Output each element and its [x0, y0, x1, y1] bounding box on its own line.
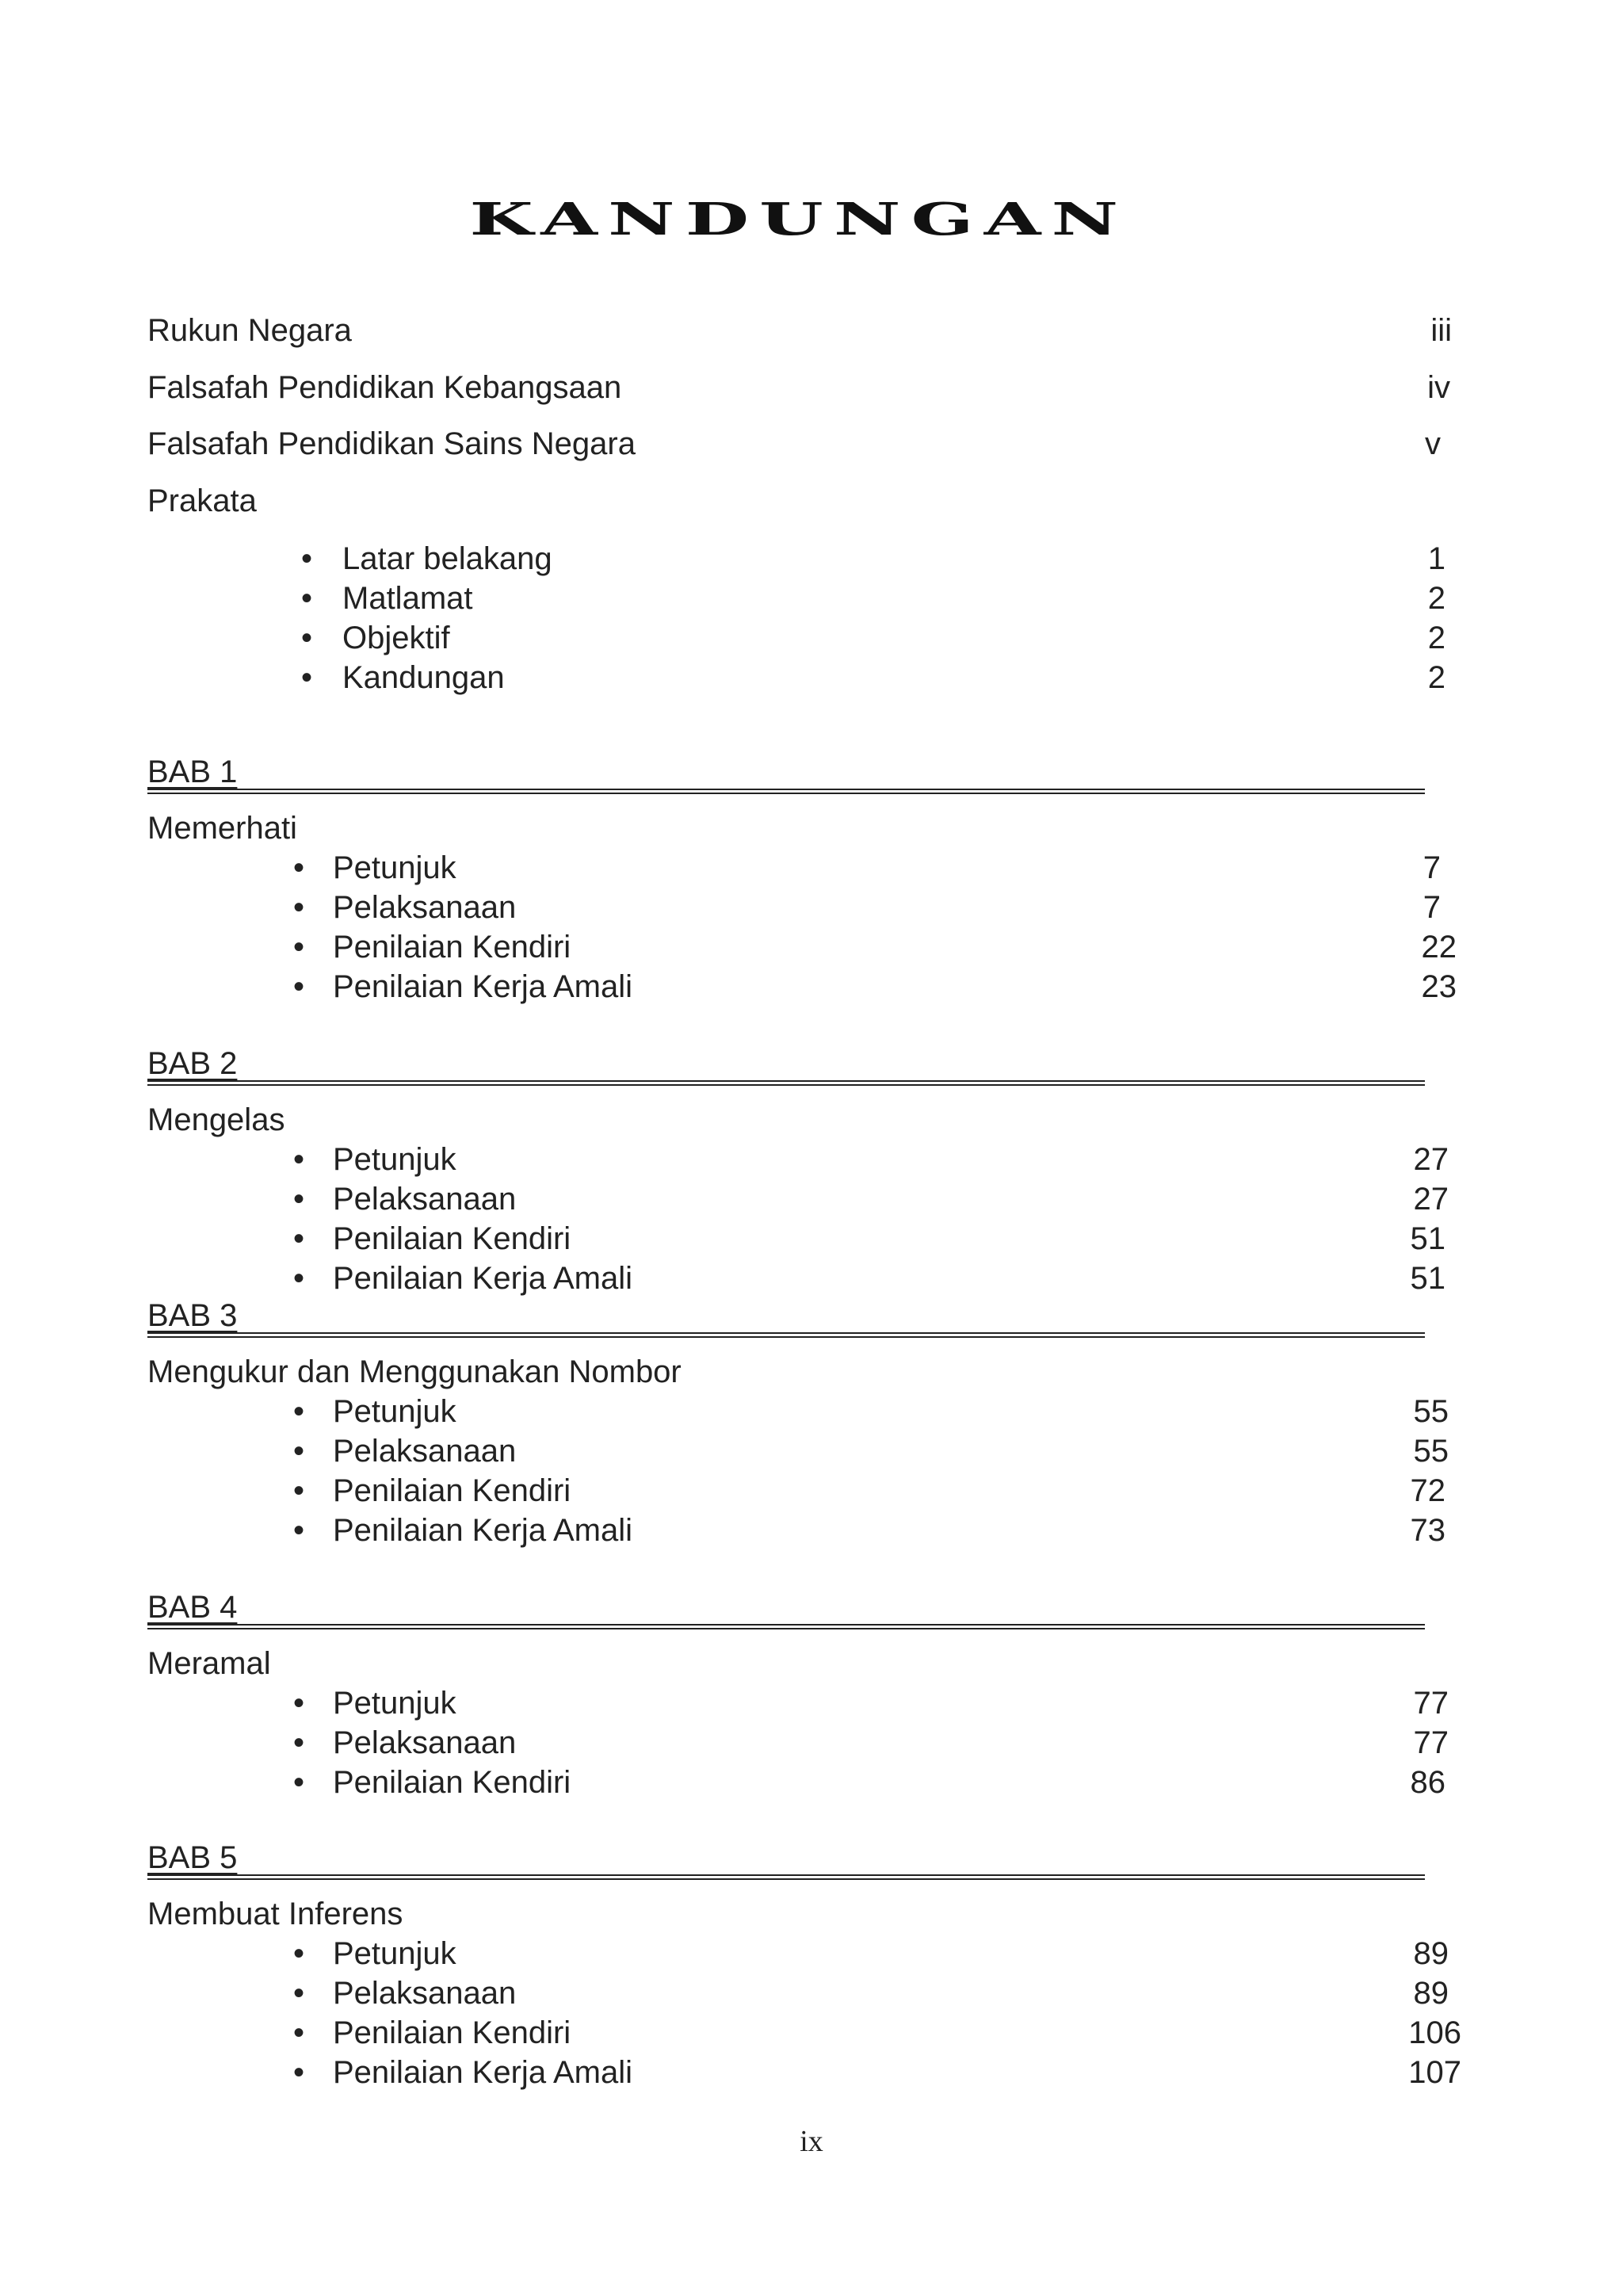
entry-label: Mengukur dan Menggunakan Nombor — [147, 1354, 682, 1389]
chapter-header — [147, 1045, 1425, 1083]
bullet-icon: • — [301, 541, 313, 576]
entry-page: 1 — [1427, 541, 1445, 576]
entry-label: Petunjuk — [333, 1394, 456, 1429]
entry-label: Pelaksanaan — [333, 890, 517, 925]
entry-page: iii — [1430, 313, 1452, 348]
bullet-icon: • — [293, 890, 305, 925]
entry-page: 77 — [1413, 1725, 1449, 1760]
entry-label: Penilaian Kerja Amali — [333, 1261, 632, 1296]
entry-label: Petunjuk — [333, 1686, 456, 1721]
entry-label: Matlamat — [342, 581, 473, 616]
chapter-title[interactable] — [147, 1100, 1465, 1140]
chapter-header — [147, 1839, 1425, 1877]
entry-label: Pelaksanaan — [333, 1725, 517, 1760]
double-rule — [147, 1080, 1425, 1086]
double-rule — [147, 1332, 1425, 1338]
entry-label: Membuat Inferens — [147, 1897, 403, 1931]
bullet-icon: • — [293, 1473, 305, 1508]
toc-subentry[interactable] — [147, 2053, 1465, 2092]
entry-label: Memerhati — [147, 811, 297, 846]
chapter-header — [147, 753, 1425, 791]
chapter-number: BAB 2 — [147, 1046, 238, 1081]
toc-subentry[interactable] — [147, 1259, 1465, 1298]
entry-label: Falsafah Pendidikan Kebangsaan — [147, 370, 622, 405]
toc-subentry[interactable] — [147, 1683, 1465, 1723]
chapter-title[interactable] — [147, 1894, 1465, 1934]
bullet-icon: • — [293, 1434, 305, 1469]
chapter-number: BAB 3 — [147, 1298, 238, 1333]
bullet-icon: • — [301, 581, 313, 616]
bullet-icon: • — [293, 2015, 305, 2050]
entry-page: 7 — [1423, 890, 1441, 925]
toc-subentry[interactable] — [147, 658, 1465, 697]
toc-entry[interactable] — [147, 368, 1465, 407]
page-title: KANDUNGAN — [469, 193, 1129, 246]
toc-entry[interactable] — [147, 424, 1465, 464]
toc-subentry[interactable] — [147, 1431, 1465, 1471]
toc-subentry[interactable] — [147, 579, 1465, 618]
entry-label: Penilaian Kendiri — [333, 1221, 571, 1256]
toc-subentry[interactable] — [147, 1934, 1465, 1973]
entry-label: Falsafah Pendidikan Sains Negara — [147, 426, 636, 461]
bullet-icon: • — [293, 1221, 305, 1256]
entry-page: 51 — [1410, 1221, 1445, 1256]
entry-page: 86 — [1410, 1765, 1445, 1800]
chapter-title[interactable] — [147, 808, 1465, 848]
toc-subentry[interactable] — [147, 967, 1465, 1007]
entry-label: Kandungan — [342, 660, 505, 695]
bullet-icon: • — [293, 969, 305, 1004]
toc-subentry[interactable] — [147, 1140, 1465, 1179]
bullet-icon: • — [293, 2055, 305, 2090]
entry-label: Penilaian Kerja Amali — [333, 969, 632, 1004]
toc-subentry[interactable] — [147, 1723, 1465, 1763]
bullet-icon: • — [293, 1261, 305, 1296]
entry-label: Meramal — [147, 1646, 271, 1681]
bullet-icon: • — [293, 1936, 305, 1971]
entry-label: Pelaksanaan — [333, 1976, 517, 2011]
toc-subentry[interactable] — [147, 2013, 1465, 2053]
entry-page: 73 — [1410, 1513, 1445, 1548]
bullet-icon: • — [293, 1765, 305, 1800]
chapter-number: BAB 5 — [147, 1840, 238, 1875]
entry-label: Rukun Negara — [147, 313, 352, 348]
bullet-icon: • — [293, 1394, 305, 1429]
bullet-icon: • — [293, 1182, 305, 1217]
toc-subentry[interactable] — [147, 1511, 1465, 1550]
double-rule — [147, 1624, 1425, 1629]
toc-entry[interactable] — [147, 481, 1465, 521]
page-number: ix — [800, 2125, 823, 2158]
entry-label: Petunjuk — [333, 1936, 456, 1971]
toc-subentry[interactable] — [147, 927, 1465, 967]
chapter-title[interactable] — [147, 1644, 1465, 1683]
entry-page: iv — [1427, 370, 1450, 405]
toc-subentry[interactable] — [147, 1219, 1465, 1259]
entry-label: Penilaian Kendiri — [333, 930, 571, 965]
entry-page: 72 — [1410, 1473, 1445, 1508]
entry-label: Petunjuk — [333, 850, 456, 885]
entry-page: 51 — [1410, 1261, 1445, 1296]
toc-subentry[interactable] — [147, 1179, 1465, 1219]
toc-subentry[interactable] — [147, 539, 1465, 579]
entry-page: 2 — [1427, 581, 1445, 616]
entry-page: 89 — [1413, 1936, 1449, 1971]
entry-page: 107 — [1408, 2055, 1461, 2090]
toc-subentry[interactable] — [147, 1973, 1465, 2013]
entry-page: 2 — [1427, 621, 1445, 655]
entry-page: 7 — [1423, 850, 1441, 885]
entry-page: 77 — [1413, 1686, 1449, 1721]
entry-label: Prakata — [147, 483, 257, 518]
bullet-icon: • — [293, 1725, 305, 1760]
entry-label: Penilaian Kerja Amali — [333, 2055, 632, 2090]
entry-label: Penilaian Kendiri — [333, 2015, 571, 2050]
bullet-icon: • — [301, 621, 313, 655]
bullet-icon: • — [293, 930, 305, 965]
double-rule — [147, 1874, 1425, 1880]
entry-page: 22 — [1421, 930, 1457, 965]
entry-label: Penilaian Kendiri — [333, 1765, 571, 1800]
toc-subentry[interactable] — [147, 618, 1465, 658]
bullet-icon: • — [301, 660, 313, 695]
chapter-number: BAB 4 — [147, 1590, 238, 1625]
entry-label: Mengelas — [147, 1102, 285, 1137]
entry-label: Pelaksanaan — [333, 1182, 517, 1217]
entry-page: 89 — [1413, 1976, 1449, 2011]
toc-subentry[interactable] — [147, 1763, 1465, 1802]
entry-label: Pelaksanaan — [333, 1434, 517, 1469]
bullet-icon: • — [293, 850, 305, 885]
toc-entry[interactable] — [147, 311, 1465, 350]
entry-page: 55 — [1413, 1394, 1449, 1429]
entry-page: 23 — [1421, 969, 1457, 1004]
chapter-number: BAB 1 — [147, 755, 238, 789]
entry-label: Penilaian Kendiri — [333, 1473, 571, 1508]
toc-subentry[interactable] — [147, 848, 1465, 888]
chapter-header — [147, 1297, 1425, 1335]
entry-label: Petunjuk — [333, 1142, 456, 1177]
entry-label: Latar belakang — [342, 541, 552, 576]
toc-subentry[interactable] — [147, 888, 1465, 927]
entry-label: Penilaian Kerja Amali — [333, 1513, 632, 1548]
bullet-icon: • — [293, 1513, 305, 1548]
entry-page: 55 — [1413, 1434, 1449, 1469]
entry-page: v — [1425, 426, 1441, 461]
entry-label: Objektif — [342, 621, 450, 655]
entry-page: 27 — [1413, 1182, 1449, 1217]
toc-subentry[interactable] — [147, 1392, 1465, 1431]
entry-page: 27 — [1413, 1142, 1449, 1177]
toc-subentry[interactable] — [147, 1471, 1465, 1511]
entry-page: 2 — [1427, 660, 1445, 695]
bullet-icon: • — [293, 1142, 305, 1177]
bullet-icon: • — [293, 1686, 305, 1721]
entry-page: 106 — [1408, 2015, 1461, 2050]
chapter-header — [147, 1588, 1425, 1626]
bullet-icon: • — [293, 1976, 305, 2011]
chapter-title[interactable] — [147, 1352, 1465, 1392]
double-rule — [147, 789, 1425, 794]
